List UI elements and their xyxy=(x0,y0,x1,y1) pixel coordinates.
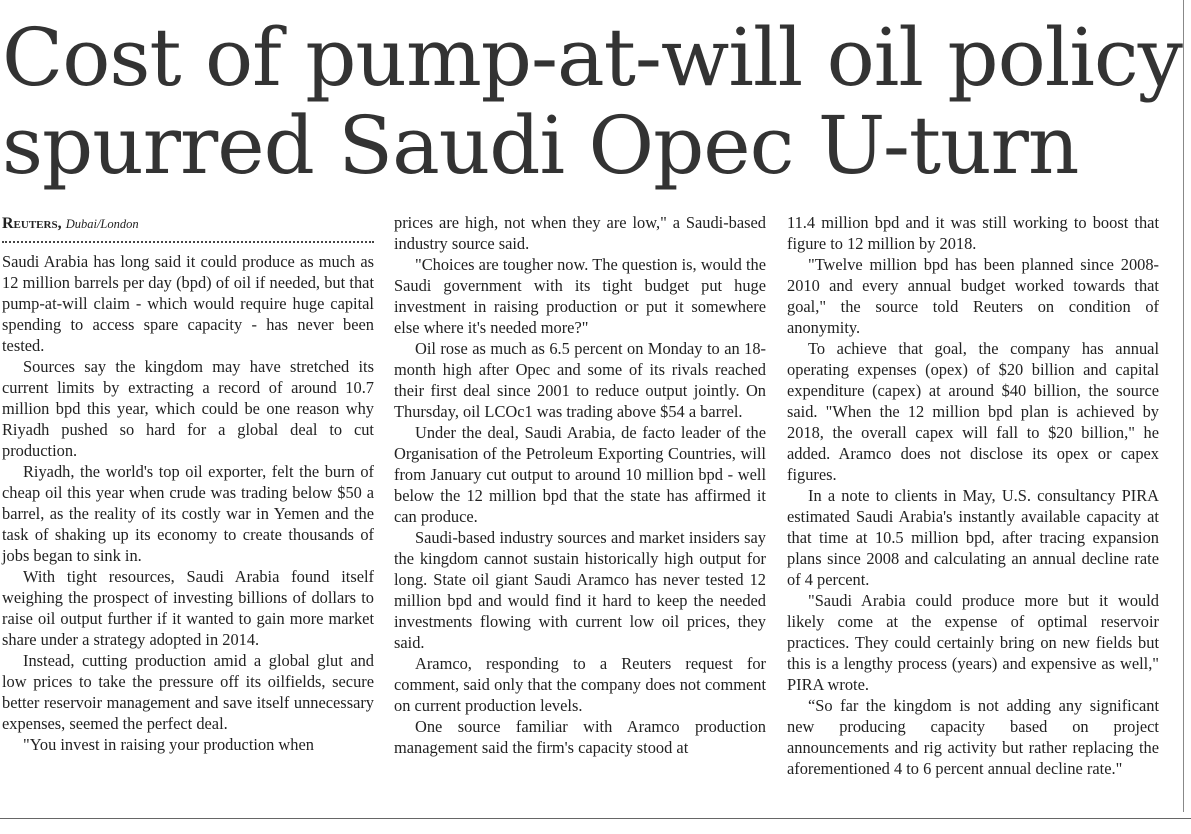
paragraph: Oil rose as much as 6.5 percent on Monday to an 18-month high after Opec and some of its rivals reached their first deal since 2001 to reduce output jointly. On Thursday, oil LCOc1 was trading above $54 a barrel. xyxy=(394,339,766,421)
paragraph: One source familiar with Aramco production management said the firm's capacity stood at xyxy=(394,717,766,757)
paragraph: "Saudi Arabia could produce more but it would likely come at the expense of optimal reservoir practices. They could certainly bring on new fields but this is a lengthy process (years) and expensive as well," PIRA wrote. xyxy=(787,591,1159,694)
paragraph: Saudi Arabia has long said it could produce as much as 12 million barrels per day (bpd) of oil if needed, but that pump-at-will claim - which would require huge capital spending to access spare capacity - has never been tested. xyxy=(2,252,374,355)
paragraph: To achieve that goal, the company has annual operating expenses (opex) of $20 billion and capital expenditure (capex) at around $40 billion, the source said. "When the 12 million bpd plan is achieved by 2018, the overall capex will fall to $20 billion," he added. Aramco does not disclose its opex or capex figures. xyxy=(787,339,1159,484)
paragraph: Saudi-based industry sources and market insiders say the kingdom cannot sustain historically high output for long. State oil giant Saudi Aramco has never tested 12 million bpd and would find it hard to keep the needed investments flowing with current low oil prices, they said. xyxy=(394,528,766,652)
article-column-3 xyxy=(787,212,1159,779)
right-edge-rule xyxy=(1183,0,1184,812)
bottom-rule xyxy=(0,818,1191,819)
paragraph: “So far the kingdom is not adding any significant new producing capacity based on project announcements and rig activity but rather replacing the aforementioned 4 to 6 percent annual decline rate." xyxy=(787,696,1159,778)
article-column-1 xyxy=(2,212,374,755)
paragraph: Riyadh, the world's top oil exporter, felt the burn of cheap oil this year when crude was trading below $50 a barrel, as the reality of its costly war in Yemen and the task of shaking up its economy to create thousands of jobs began to sink in. xyxy=(2,462,374,565)
paragraph: In a note to clients in May, U.S. consultancy PIRA estimated Saudi Arabia's instantly available capacity at that time at 10.5 million bpd, after tracing expansion plans since 2008 and calculating an annual decline rate of 4 percent. xyxy=(787,486,1159,589)
article-column-2 xyxy=(394,212,766,758)
paragraph: "Twelve million bpd has been planned since 2008-2010 and every annual budget worked towards that goal," the source told Reuters on condition of anonymity. xyxy=(787,255,1159,337)
paragraph: Under the deal, Saudi Arabia, de facto leader of the Organisation of the Petroleum Exporting Countries, will from January cut output to around 10 million bpd - well below the 12 million bpd that the state has affirmed it can produce. xyxy=(394,423,766,526)
byline xyxy=(2,212,374,233)
paragraph: "Choices are tougher now. The question is, would the Saudi government with its tight budget put huge investment in raising production or put it somewhere else where it's needed more?" xyxy=(394,255,766,337)
paragraph: Instead, cutting production amid a global glut and low prices to take the pressure off its oilfields, secure better reservoir management and save itself unnecessary expenses, seemed the perfect deal. xyxy=(2,651,374,733)
headline-line-1: Cost of pump-at-will oil policy xyxy=(2,11,1182,104)
headline xyxy=(2,11,1182,192)
byline-agency: Reuters, xyxy=(2,215,62,232)
paragraph: With tight resources, Saudi Arabia found itself weighing the prospect of investing billions of dollars to raise oil output further if it wanted to gain more market share under a strategy adopted in 2014. xyxy=(2,567,374,649)
paragraph: Aramco, responding to a Reuters request for comment, said only that the company does not comment on current production levels. xyxy=(394,654,766,715)
headline-line-2: spurred Saudi Opec U-turn xyxy=(2,99,1079,192)
paragraph: prices are high, not when they are low," a Saudi-based industry source said. xyxy=(394,213,766,253)
byline-dateline: Dubai/London xyxy=(65,217,139,231)
paragraph: Sources say the kingdom may have stretched its current limits by extracting a record of around 10.7 million bpd this year, which could be one reason why Riyadh pushed so hard for a global deal to cut production. xyxy=(2,357,374,460)
paragraph: "You invest in raising your production when xyxy=(23,735,314,754)
paragraph: 11.4 million bpd and it was still working to boost that figure to 12 million by 2018. xyxy=(787,213,1159,253)
dotted-separator xyxy=(2,241,374,243)
